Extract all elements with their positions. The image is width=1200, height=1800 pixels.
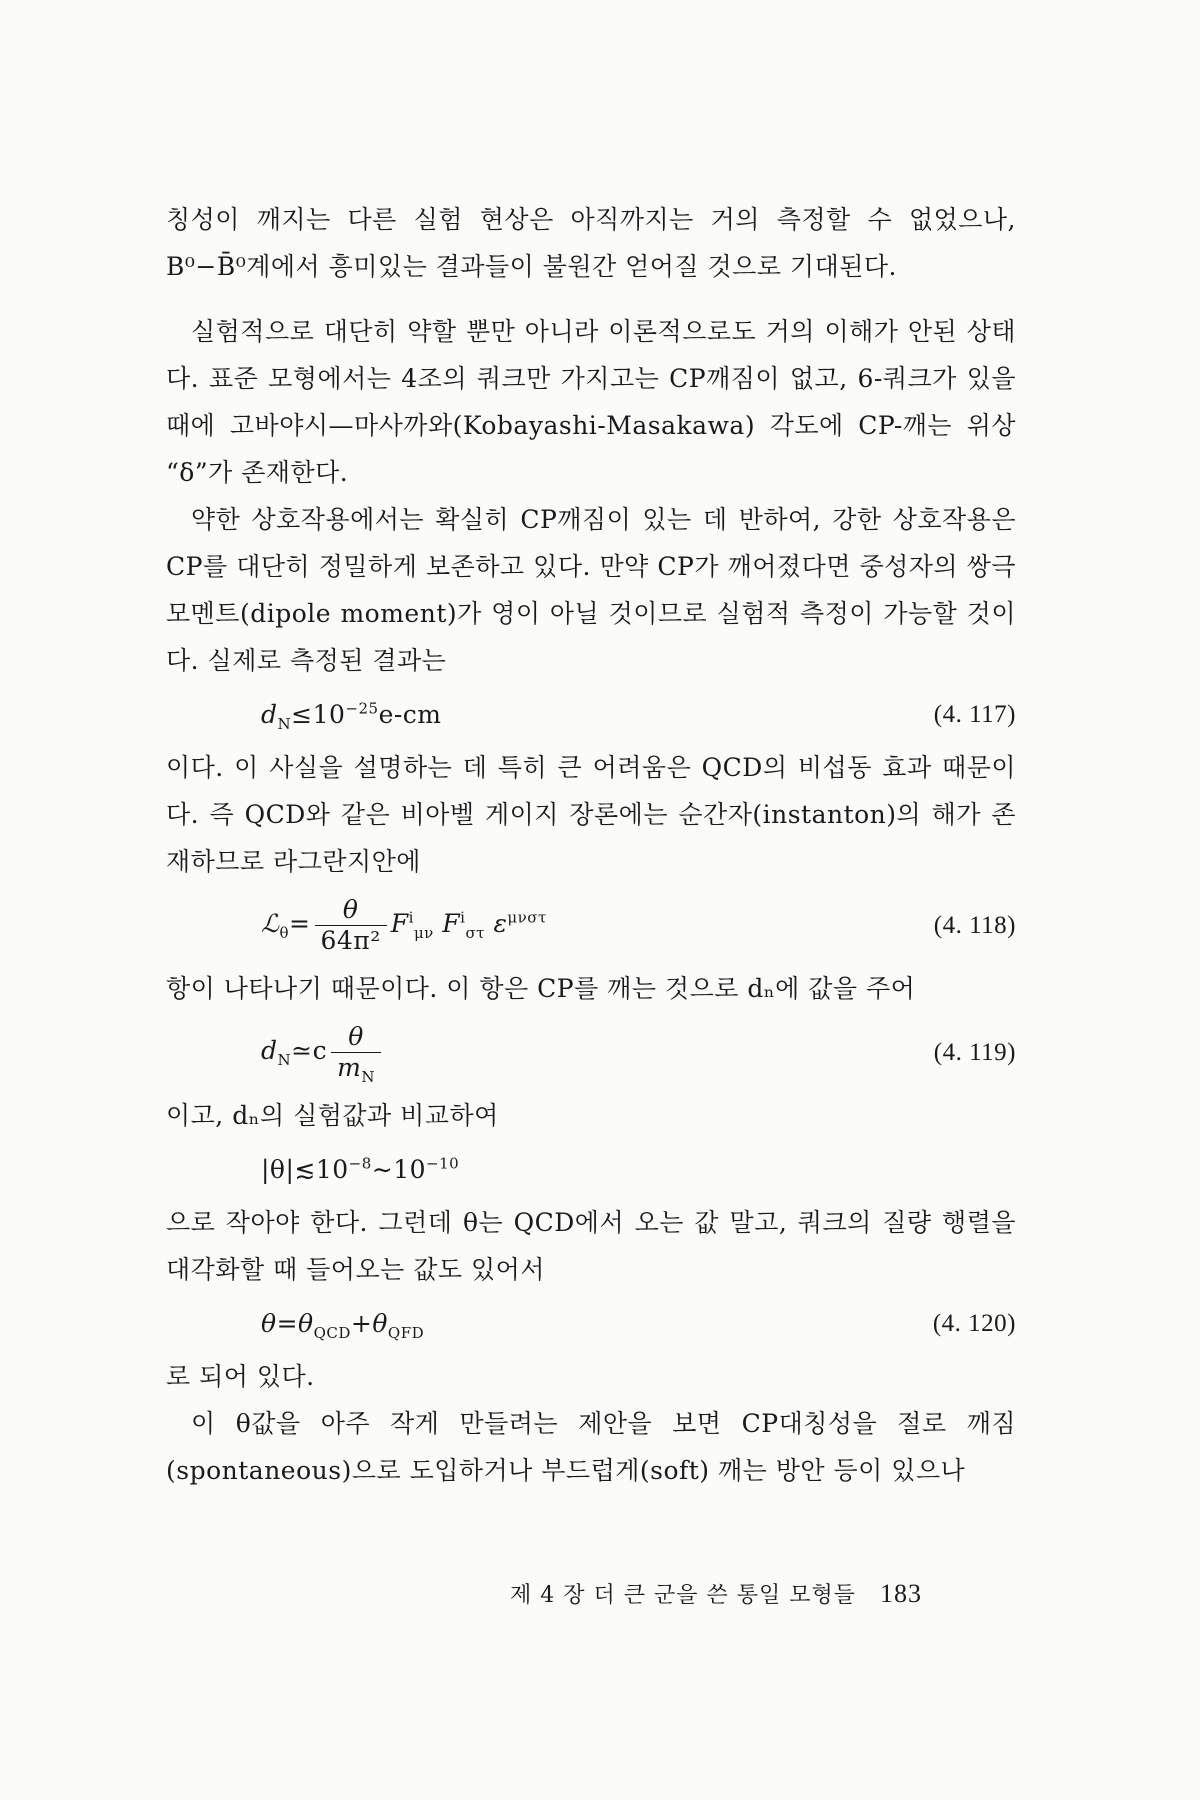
- inequality-theta: [166, 1139, 1016, 1199]
- page-footer: [510, 1578, 922, 1609]
- equation-number: (4. 119): [933, 1038, 1016, 1066]
- paragraph-6: 이고, dₙ의 실험값과 비교하여: [166, 1101, 499, 1130]
- equation-4-117: [166, 684, 1016, 744]
- paragraph-9: 이 θ값을 아주 작게 만들려는 제안을 보면 CP대칭성을 절로 깨짐(spontaneous)으로 도입하거나 부드럽게(soft) 깨는 방안 등이 있으나: [166, 1409, 1016, 1485]
- paragraph-8: 로 되어 있다.: [166, 1362, 315, 1391]
- fraction: $\frac{\theta}{m_N}$: [331, 1022, 381, 1083]
- paragraph-7: 으로 작아야 한다. 그런데 θ는 QCD에서 오는 값 말고, 쿼크의 질량 행렬을 대각화할 때 들어오는 값도 있어서: [166, 1208, 1016, 1284]
- inequality-theta-math: $|\theta|≲10^{-8}\sim 10^{-10}$: [261, 1154, 460, 1184]
- chapter-title: 제 4 장 더 큰 군을 쓴 통일 모형들: [510, 1583, 856, 1608]
- paragraph-1: 칭성이 깨지는 다른 실험 현상은 아직까지는 거의 측정할 수 없었으나, B⁰−B̄⁰계에서 흥미있는 결과들이 불원간 얻어질 것으로 기대된다.: [166, 205, 1016, 281]
- equation-4-119-math: $d_N≃c$ $\frac{\theta}{m_N}$: [261, 1022, 385, 1083]
- page-body: [166, 196, 1016, 1494]
- equation-number: (4. 117): [933, 700, 1016, 728]
- paragraph-5: 항이 나타나기 때문이다. 이 항은 CP를 깨는 것으로 dₙ에 값을 주어: [166, 974, 916, 1003]
- paragraph-3: 약한 상호작용에서는 확실히 CP깨짐이 있는 데 반하여, 강한 상호작용은 CP를 대단히 정밀하게 보존하고 있다. 만약 CP가 깨어졌다면 중성자의 쌍극 모멘트(dipole moment)가 영이 아닐 것이므로 실험적 측정이 가능할 것이다. 실제로 측정된 결과는: [166, 505, 1016, 675]
- equation-4-120-math: $\theta=\theta_{QCD}+\theta_{QFD}$: [261, 1308, 425, 1342]
- fraction: $\frac{\theta}{\text{64π²}}$: [315, 895, 387, 956]
- equation-4-119: [166, 1012, 1016, 1092]
- paragraph-4: 이다. 이 사실을 설명하는 데 특히 큰 어려움은 QCD의 비섭동 효과 때문이다. 즉 QCD와 같은 비아벨 게이지 장론에는 순간자(instanton)의 해가 존재하므로 라그란지안에: [166, 753, 1016, 876]
- equation-number: (4. 118): [933, 911, 1016, 939]
- equation-4-120: [166, 1293, 1016, 1353]
- paragraph-2: 실험적으로 대단히 약할 뿐만 아니라 이론적으로도 거의 이해가 안된 상태다. 표준 모형에서는 4조의 쿼크만 가지고는 CP깨짐이 없고, 6-쿼크가 있을 때에 고바야시—마사까와(Kobayashi-Masakawa) 각도에 CP-깨는 위상 “δ”가 존재한다.: [166, 317, 1016, 487]
- equation-number: (4. 120): [932, 1309, 1016, 1337]
- equation-4-118-math: ℒ$_\theta$= $\frac{\theta}{\text{64π²}}$ $F^i_{\mu\nu}$ $F^i_{\sigma\tau}$ $\varepsilon^{\mu\nu\sigma\tau}$: [261, 894, 547, 955]
- equation-4-118: [166, 885, 1016, 965]
- page-number: 183: [879, 1579, 922, 1608]
- equation-4-117-math: $d_N\le 10^{-25}e-cm$: [261, 699, 442, 733]
